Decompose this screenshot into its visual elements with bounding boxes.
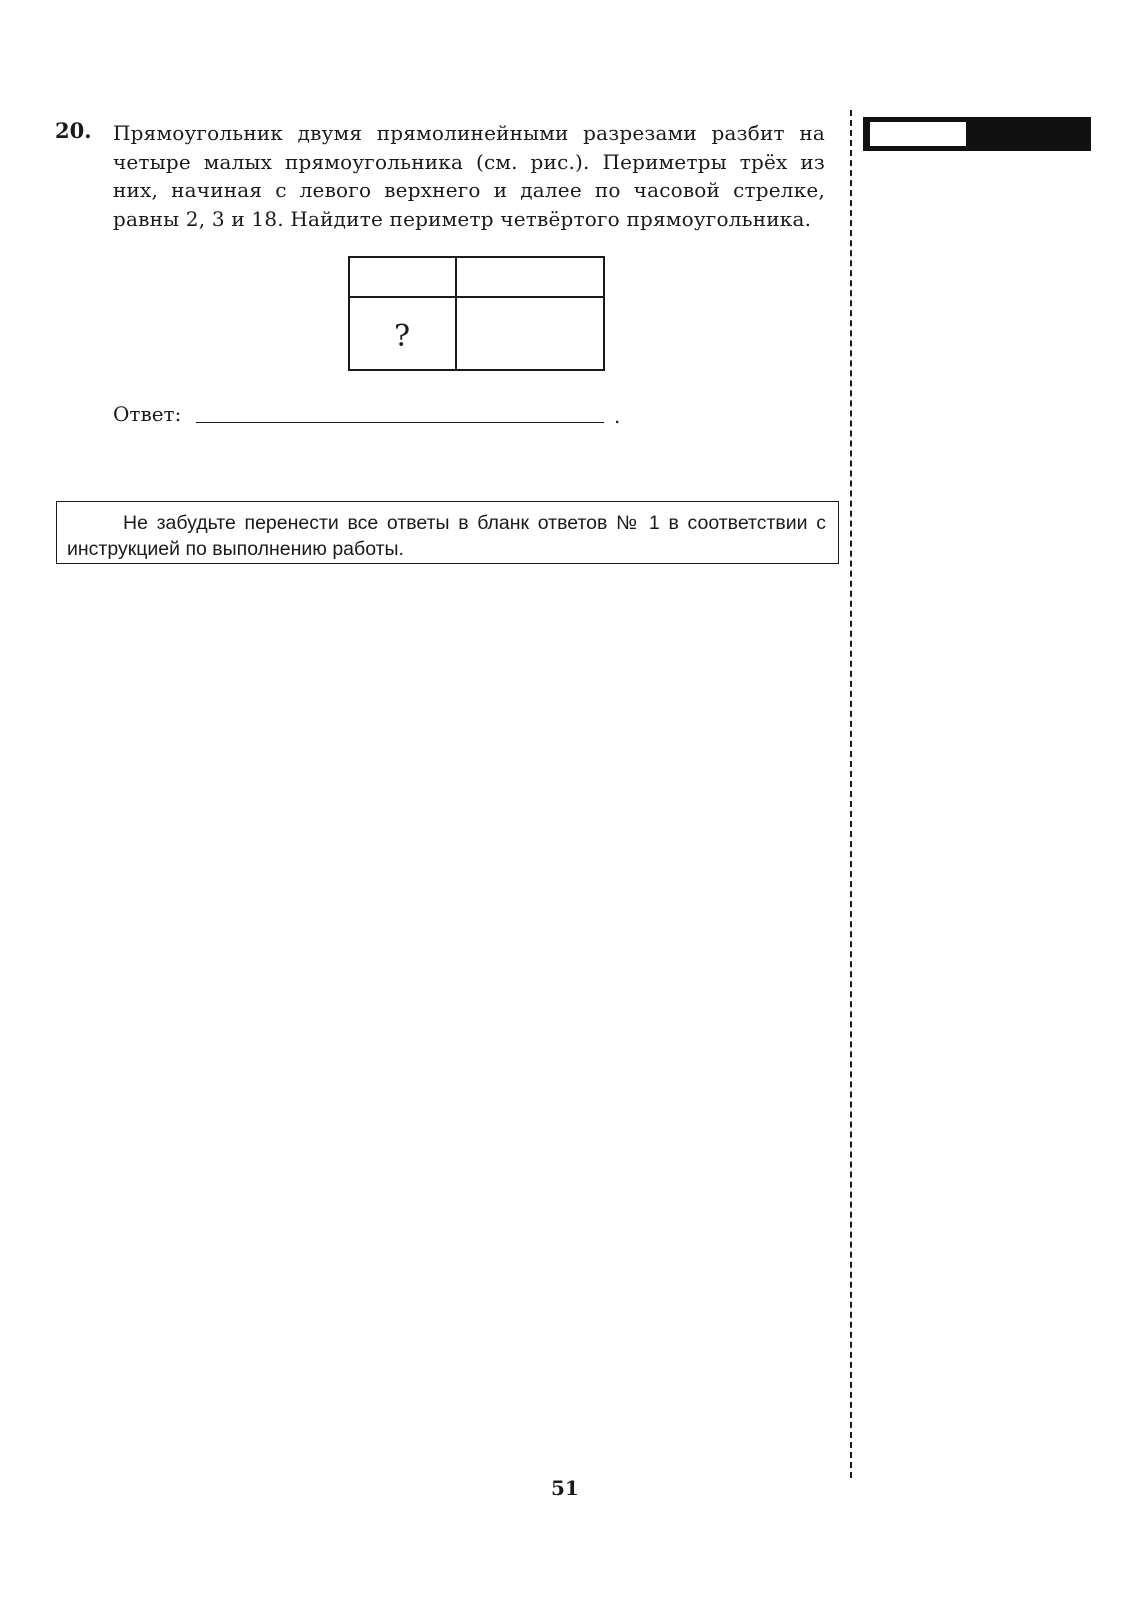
answer-label: Ответ: [113, 402, 182, 426]
cut-line [850, 110, 852, 1478]
problem-text: Прямоугольник двумя прямолинейными разрезами разбит на четыре малых прямоугольника (см. рис.). Периметры трёх из них, начиная с левого верхнего и далее по часовой стрелке, равны 2, 3 и 18. Найдите периметр четвёртого прямоугольника. [113, 121, 825, 231]
outer-rectangle [349, 257, 604, 370]
answer-line[interactable] [196, 422, 604, 423]
answer-cell-window [870, 122, 966, 146]
page-number: 51 [551, 1476, 579, 1500]
rectangle-figure [348, 256, 606, 372]
answer-end-mark: . [614, 404, 621, 428]
problem-number: 20. [55, 118, 92, 143]
reminder-box: Не забудьте перенести все ответы в бланк ответов № 1 в соответствии с инструкцией по выполнению работы. [56, 501, 839, 564]
unknown-rectangle-mark: ? [393, 319, 411, 354]
answer-cell [863, 117, 1091, 151]
